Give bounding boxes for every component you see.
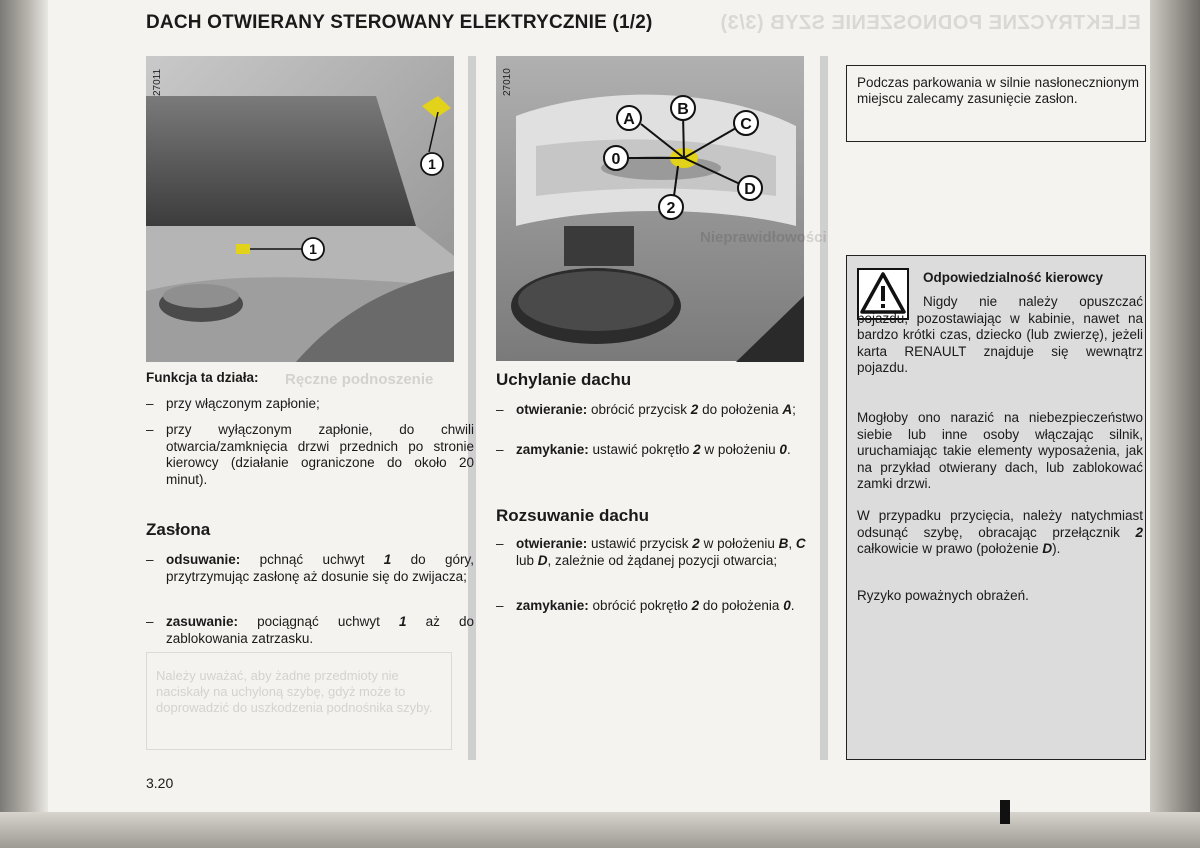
section-heading-zaslona: Zasłona (146, 520, 211, 539)
ref-number: 1 (398, 614, 407, 629)
list-item (146, 552, 474, 585)
list-item (146, 614, 474, 647)
ref-number: 0 (783, 598, 791, 613)
callout-D: D (744, 181, 756, 198)
item-text: do położenia (699, 598, 784, 613)
item-text: , (788, 536, 796, 551)
ref-letter: B (778, 536, 789, 551)
item-text: przy wyłączonym zapłonie, do chwili otwarcia/zamknięcia drzwi przednich po stronie kierowcy (działanie ograniczone do około 20 minut). (166, 422, 474, 487)
section-heading-rozsuwanie: Rozsuwanie dachu (496, 506, 650, 525)
page-title: DACH OTWIERANY STEROWANY ELEKTRYCZNIE (1/2) (146, 12, 653, 33)
callout-1-upper: 1 (428, 156, 436, 172)
callout-B: B (677, 101, 689, 118)
ref-number: 2 (691, 598, 700, 613)
item-text: pociągnąć uchwyt (238, 614, 399, 629)
page-number: 3.20 (146, 775, 174, 791)
item-text: . (790, 598, 795, 613)
ref-number: 2 (693, 442, 701, 457)
section-heading-uchylanie: Uchylanie dachu (496, 370, 632, 389)
label: zasuwanie: (166, 614, 239, 629)
warning-paragraph (857, 508, 1143, 558)
ref-number: 2 (692, 536, 700, 551)
list-item (496, 598, 824, 615)
label: zamykanie: (516, 442, 589, 457)
callout-2: 2 (666, 200, 676, 217)
ref-number: 1 (383, 552, 392, 567)
callout-0: 0 (611, 151, 621, 168)
item-text: , zależnie od żądanej pozycji otwarcia; (547, 552, 778, 568)
ref-letter: D (1042, 541, 1053, 556)
label: zamykanie: (516, 598, 589, 613)
note-text: Podczas parkowania w silnie nasłonecznionym miejscu zalecamy zasunięcie zasłon. (857, 75, 1139, 106)
label: odsuwanie: (166, 552, 241, 567)
list-item (146, 422, 474, 488)
label: otwieranie: (516, 536, 588, 551)
photo-sunblind (146, 56, 454, 362)
warning-paragraph: Ryzyko poważnych obrażeń. (857, 588, 1029, 603)
label: otwieranie: (516, 402, 588, 417)
item-text: ; (792, 402, 796, 417)
item-text: pchnąć uchwyt (240, 552, 384, 567)
dash: – (496, 536, 504, 551)
ref-number: 0 (779, 442, 787, 457)
warning-box (846, 255, 1146, 760)
dash: – (496, 598, 504, 613)
bleed-through-title: ELEKTRYCZNE PODNOSZENIE SZYB (3/3) (720, 12, 1141, 34)
item-text: obrócić przycisk (587, 402, 691, 417)
paragraph-text: ). (1052, 541, 1061, 556)
bleed-text: Ręczne podnoszenie (285, 371, 434, 388)
item-text: obrócić pokrętło (588, 598, 692, 613)
ref-number: 2 (1135, 524, 1143, 540)
ref-number: 2 (690, 402, 699, 417)
item-text: aż do zablokowania zatrzasku. (166, 614, 474, 646)
item-text: . (786, 442, 791, 457)
ref-letter: C (795, 536, 806, 551)
warning-paragraph: Nigdy nie należy opuszczać pojazdu, pozostawiając w kabinie, nawet na bardzo krótki czas, dziecko (lub zwierzę), jeżeli karta RENAULT znajduje się wewnątrz pojazdu. (857, 294, 1143, 375)
dash: – (146, 422, 154, 437)
callout-A: A (623, 111, 635, 128)
list-item (496, 402, 824, 419)
list-item (146, 396, 474, 413)
bleed-text: Należy uważać, aby żadne przedmioty nie naciskały na uchyloną szybę, gdyż może to doprowadzić do uszkodzenia podnośnika szyby. (156, 668, 433, 715)
ref-letter: A (782, 402, 793, 417)
item-text: ustawić przycisk (587, 536, 693, 551)
warning-heading: Odpowiedzialność kierowcy (923, 270, 1104, 285)
item-text: w położeniu (699, 536, 779, 551)
function-heading: Funkcja ta działa: (146, 370, 259, 385)
dash: – (496, 442, 504, 457)
item-text: przy włączonym zapłonie; (166, 396, 320, 411)
item-text: w położeniu (700, 442, 780, 457)
dash: – (146, 396, 154, 411)
callout-C: C (740, 116, 752, 133)
dash: – (496, 402, 504, 417)
dash: – (146, 552, 154, 567)
page-edge-tab (1000, 800, 1010, 824)
scan-bottom-edge (0, 812, 1200, 848)
dash: – (146, 614, 154, 629)
note-box (846, 65, 1146, 142)
callout-1-lower: 1 (309, 241, 317, 257)
list-item (496, 536, 824, 569)
bleed-text: Nieprawidłowości (700, 229, 827, 246)
item-text: ustawić pokrętło (588, 442, 694, 457)
item-text: lub (516, 552, 538, 568)
paragraph-text: W przypadku przycięcia, należy natychmiast odsunąć szybę, obracając przełącznik (857, 508, 1143, 540)
item-text: do góry, przytrzymując zasłonę aż dosunie się do zwijacza; (166, 552, 474, 584)
ref-letter: D (537, 552, 548, 568)
photo-code: 27011 (152, 68, 163, 96)
scan-right-edge (1150, 0, 1200, 848)
paragraph-text: całkowicie w prawo (położenie (857, 541, 1043, 556)
photo-code: 27010 (502, 68, 513, 96)
warning-paragraph: Mogłoby ono narazić na niebezpieczeństwo siebie lub inne osoby włączając silnik, uruchamiając takie elementy wyposażenia, jak na przykład otwierany dach, lub zablokować zamki drzwi. (857, 410, 1143, 491)
item-text: do położenia (698, 402, 783, 417)
scan-left-edge (0, 0, 48, 848)
list-item (496, 442, 824, 459)
photo-roof-switch (496, 56, 804, 362)
